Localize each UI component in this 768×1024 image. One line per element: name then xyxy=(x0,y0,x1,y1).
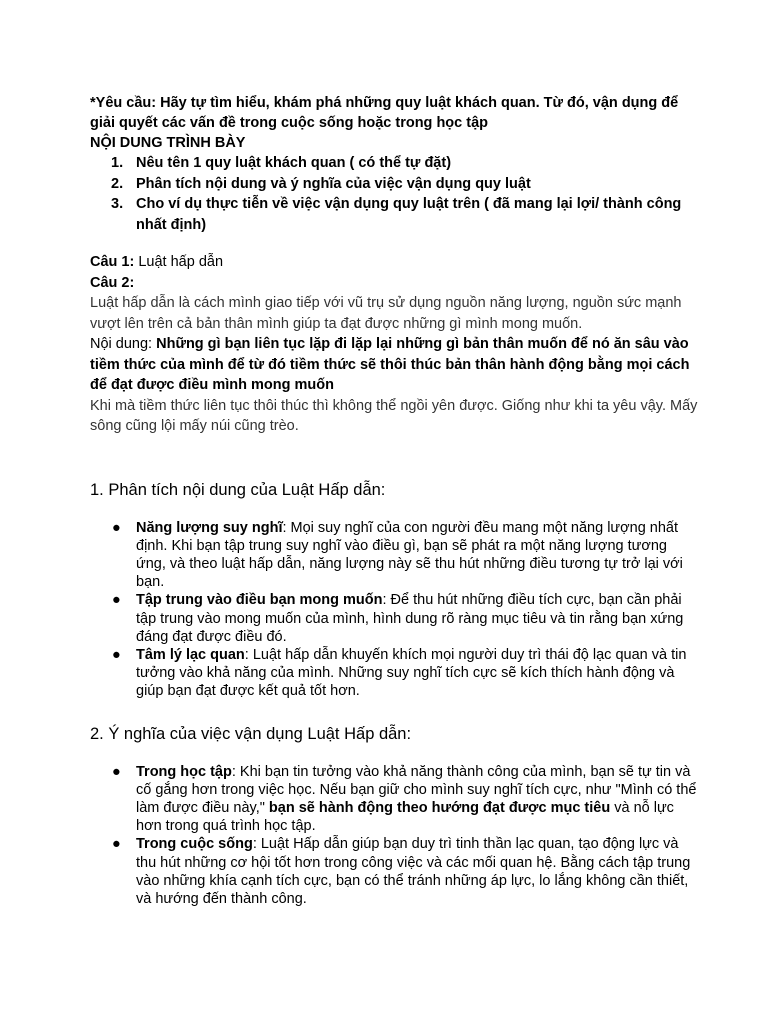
cau2-content: Nội dung: Những gì bạn liên tục lặp đi lặp lại những gì bản thân muốn để nó ăn sâu vào tiềm thức của mình để từ đó tiềm thức sẽ thôi thúc bản thân hành động bằng mọi cách để đạt được điều mình mong muốn xyxy=(90,336,690,393)
list-item: ● Trong học tập: Khi bạn tin tưởng vào khả năng thành công của mình, bạn sẽ tự tin và cố gắng hơn trong việc học. Nếu bạn giữ cho mình suy nghĩ tích cực, như "Mình có thể làm được điều này," bạn sẽ hành động theo hướng đạt được mục tiêu và nỗ lực hơn trong quá trình học tập. xyxy=(112,763,697,835)
cau2-label: Câu 2: xyxy=(90,274,135,291)
numbered-list xyxy=(90,153,698,235)
list-item: 1. Nêu tên 1 quy luật khách quan ( có thể tự đặt) xyxy=(111,155,452,171)
requirement-text: *Yêu cầu: Hãy tự tìm hiểu, khám phá những quy luật khách quan. Từ đó, vận dụng để giải quyết các vấn đề trong cuộc sống hoặc trong học tập xyxy=(90,95,679,131)
list-item: ● Năng lượng suy nghĩ: Mọi suy nghĩ của con người đều mang một năng lượng nhất định. Khi bạn tập trung suy nghĩ vào điều gì, bạn sẽ phát ra một năng lượng tương ứng, và theo luật hấp dẫn, năng lượng này sẽ thu hút những điều tương tự trở lại với bạn. xyxy=(112,519,683,591)
list-item: 2. Phân tích nội dung và ý nghĩa của việc vận dụng quy luật xyxy=(111,175,531,192)
section1-list xyxy=(90,519,698,701)
section2-title: 2. Ý nghĩa của việc vận dụng Luật Hấp dẫn: xyxy=(90,724,412,743)
cau1-line: Câu 1: Luật hấp dẫn xyxy=(90,254,224,270)
presentation-heading: NỘI DUNG TRÌNH BÀY xyxy=(90,135,246,151)
list-item: ● Tâm lý lạc quan: Luật hấp dẫn khuyến khích mọi người duy trì thái độ lạc quan và tin tưởng vào khả năng của mình. Những suy nghĩ tích cực sẽ kích thích hành động và giúp bạn đạt được kết quả tốt hơn. xyxy=(112,646,687,700)
list-item: 3. Cho ví dụ thực tiễn về việc vận dụng quy luật trên ( đã mang lại lợi/ thành công nhất định) xyxy=(111,196,682,233)
section2-list xyxy=(90,763,698,909)
list-item: ● Tập trung vào điều bạn mong muốn: Để thu hút những điều tích cực, bạn cần phải tập trung vào mong muốn của mình, hình dung rõ ràng mục tiêu và tin rằng bạn xứng đáng đạt được điều đó. xyxy=(112,592,684,645)
cau2-paragraph-3: Khi mà tiềm thức liên tục thôi thúc thì không thể ngồi yên được. Giống như khi ta yêu vậy. Mấy sông cũng lội mấy núi cũng trèo. xyxy=(90,397,698,434)
list-item: ● Trong cuộc sống: Luật Hấp dẫn giúp bạn duy trì tinh thần lạc quan, tạo động lực và thu hút những cơ hội tốt hơn trong công việc và các mối quan hệ. Bằng cách tập trung vào những khía cạnh tích cực, bạn có thể tránh những áp lực, lo lắng không cần thiết, và hướng đến thành công. xyxy=(112,836,691,907)
cau2-paragraph-1: Luật hấp dẫn là cách mình giao tiếp với vũ trụ sử dụng nguồn năng lượng, nguồn sức mạnh vượt lên trên cả bản thân mình giúp ta đạt được những gì mình mong muốn. xyxy=(90,295,682,332)
section1-title: 1. Phân tích nội dung của Luật Hấp dẫn: xyxy=(90,480,386,499)
